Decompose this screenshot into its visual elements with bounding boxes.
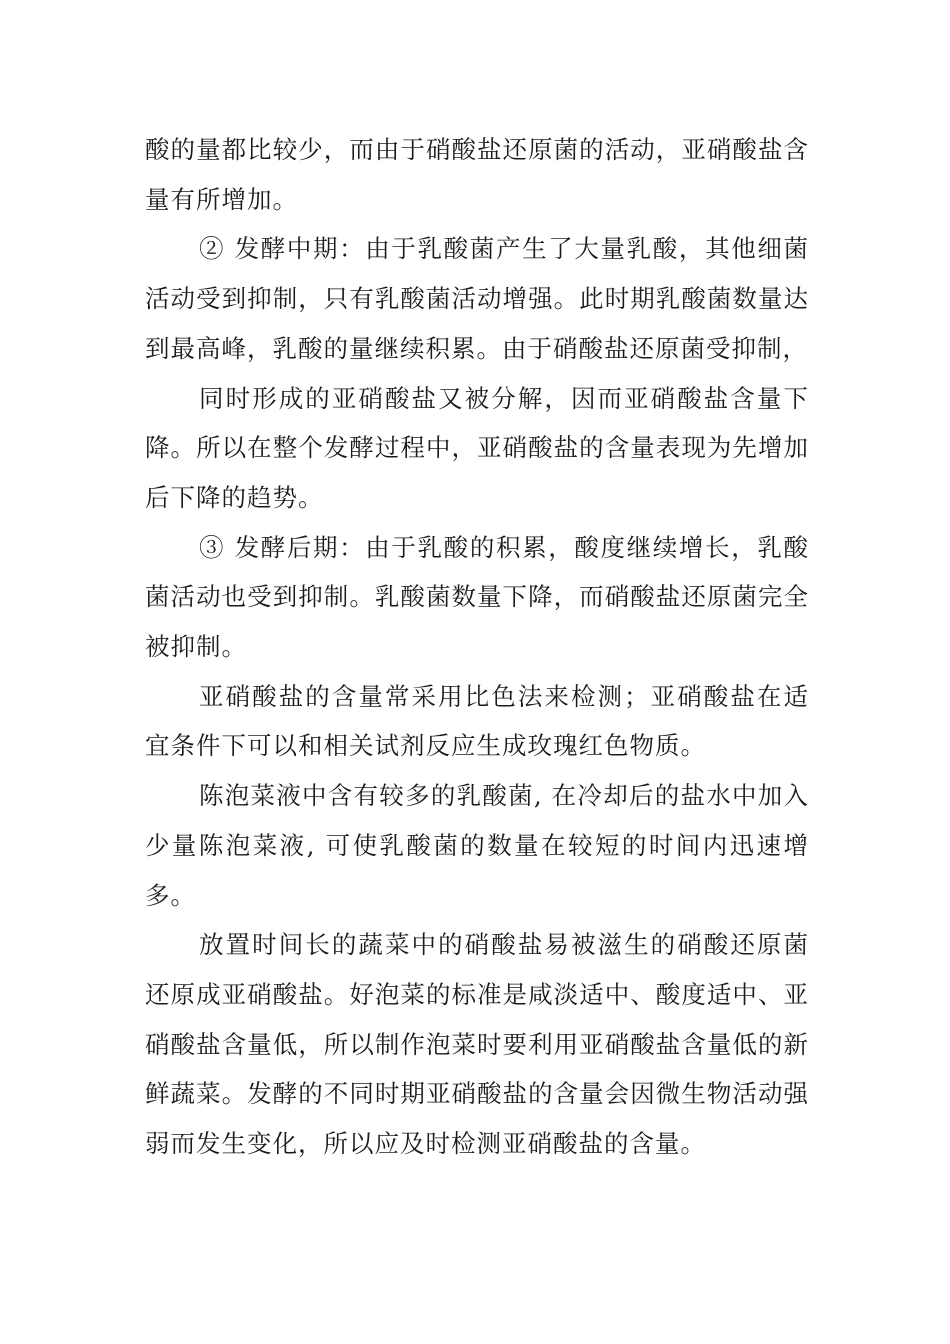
- paragraph-fresh-vegetables: 放置时间长的蔬菜中的硝酸盐易被滋生的硝酸还原菌还原成亚硝酸盐。好泡菜的标准是咸淡适中、酸度适中、亚硝酸盐含量低，所以制作泡菜时要利用亚硝酸盐含量低的新鲜蔬菜。发酵的不同时期亚硝酸盐的含量会因微生物活动强弱而发生变化，所以应及时检测亚硝酸盐的含量。: [145, 930, 809, 1159]
- document-body: [145, 125, 809, 1169]
- paragraph-stage-middle: ② 发酵中期：由于乳酸菌产生了大量乳酸，其他细菌活动受到抑制，只有乳酸菌活动增强。此时期乳酸菌数量达到最高峰，乳酸的量继续积累。由于硝酸盐还原菌受抑制，: [145, 234, 809, 363]
- paragraph-stage-early-continued: 酸的量都比较少，而由于硝酸盐还原菌的活动，亚硝酸盐含量有所增加。: [145, 135, 809, 214]
- paragraph-colorimetric-detection: 亚硝酸盐的含量常采用比色法来检测；亚硝酸盐在适宜条件下可以和相关试剂反应生成玫瑰红色物质。: [145, 681, 809, 761]
- paragraph-old-brine: 陈泡菜液中含有较多的乳酸菌, 在冷却后的盐水中加入少量陈泡菜液, 可使乳酸菌的数量在较短的时间内迅速增多。: [145, 781, 809, 910]
- paragraph-stage-late: ③ 发酵后期：由于乳酸的积累，酸度继续增长，乳酸菌活动也受到抑制。乳酸菌数量下降，而硝酸盐还原菌完全被抑制。: [145, 532, 809, 662]
- paragraph-nitrite-decrease: 同时形成的亚硝酸盐又被分解，因而亚硝酸盐含量下降。所以在整个发酵过程中，亚硝酸盐的含量表现为先增加后下降的趋势。: [145, 383, 809, 512]
